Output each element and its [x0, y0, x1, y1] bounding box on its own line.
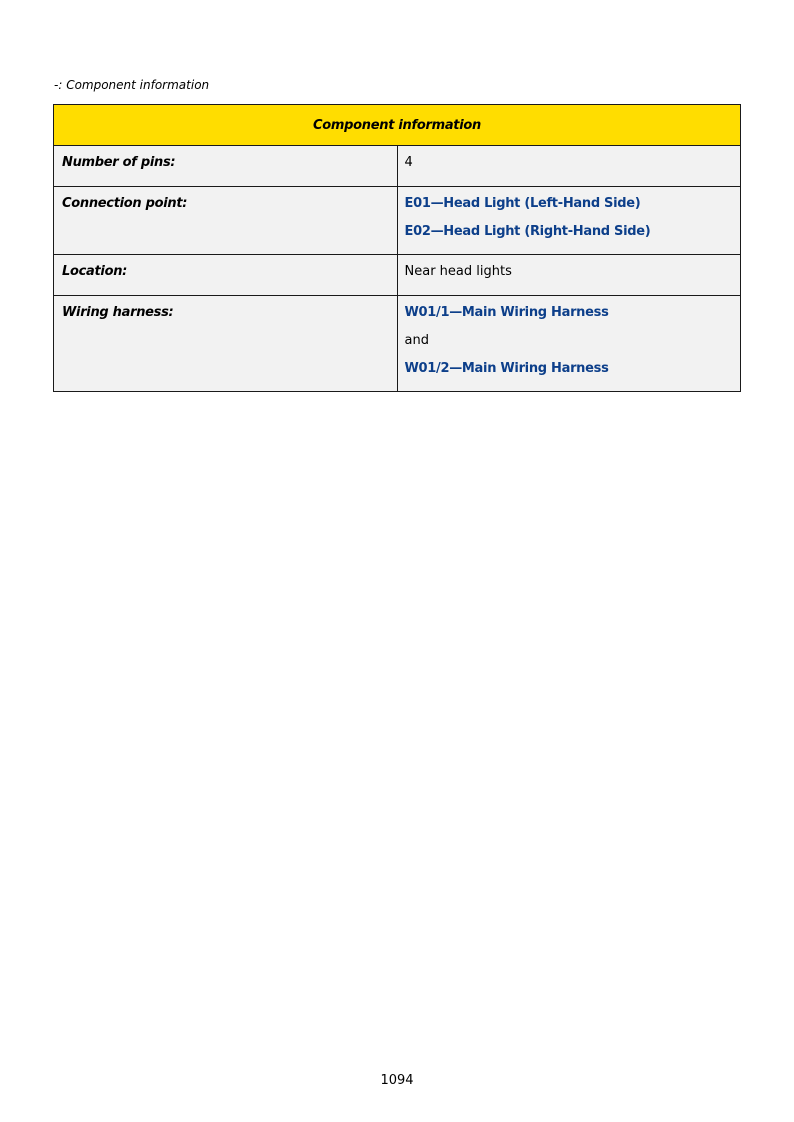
row-value: [397, 146, 741, 187]
row-label: Location:: [54, 255, 398, 296]
row-value: [397, 187, 741, 255]
component-information-table: [53, 104, 741, 392]
row-value: [397, 296, 741, 392]
row-label: Connection point:: [54, 187, 398, 255]
connection-link-left-head-light[interactable]: E01—Head Light (Left-Hand Side): [404, 196, 641, 211]
table-header-row: [54, 105, 741, 146]
table-row-location: [54, 255, 741, 296]
harness-link-w01-1[interactable]: W01/1—Main Wiring Harness: [404, 305, 609, 320]
row-label: Number of pins:: [54, 146, 398, 187]
table-row-connection-point: [54, 187, 741, 255]
row-value: [397, 255, 741, 296]
section-caption: -: Component information: [54, 78, 210, 92]
table-row-number-of-pins: [54, 146, 741, 187]
pin-count-value: 4: [404, 155, 413, 170]
harness-conjunction: and: [404, 333, 429, 348]
connection-link-right-head-light[interactable]: E02—Head Light (Right-Hand Side): [404, 224, 651, 239]
harness-link-w01-2[interactable]: W01/2—Main Wiring Harness: [404, 361, 609, 376]
location-value: Near head lights: [404, 264, 512, 279]
page-number: 1094: [380, 1073, 414, 1088]
row-label: Wiring harness:: [54, 296, 398, 392]
table-header: Component information: [54, 105, 741, 146]
table-row-wiring-harness: [54, 296, 741, 392]
